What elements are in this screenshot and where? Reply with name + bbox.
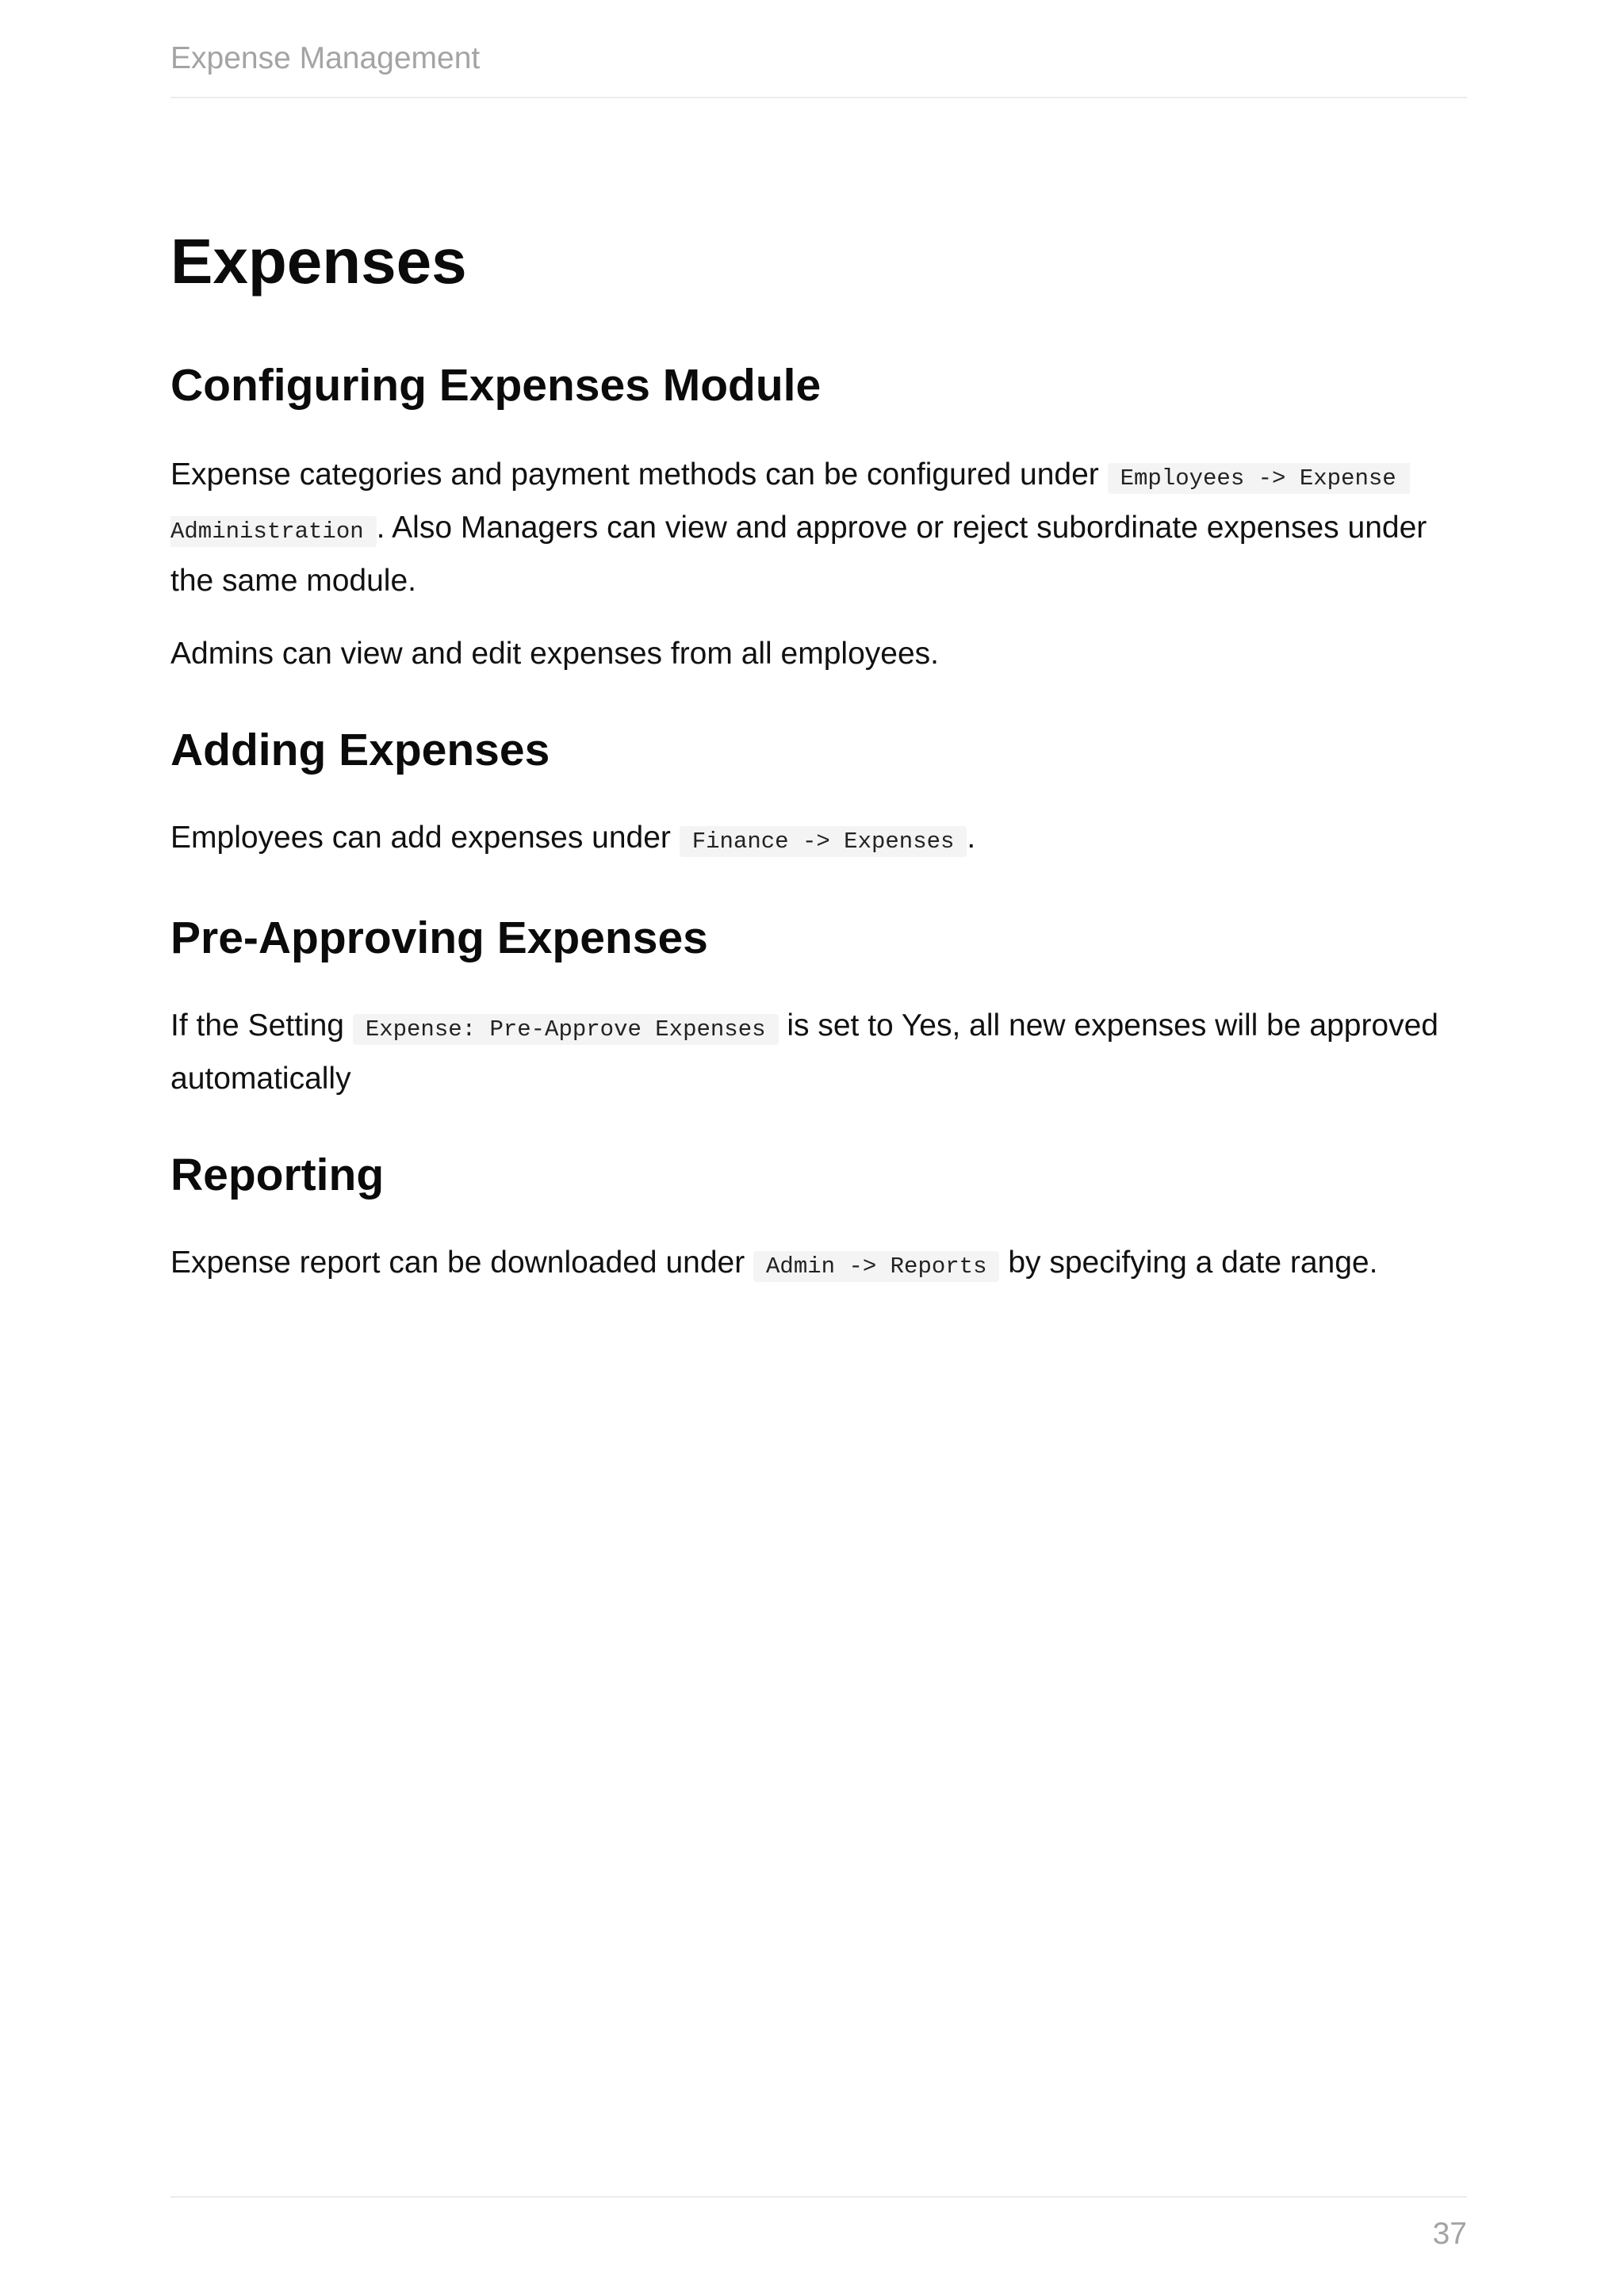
paragraph-pre-approving [170,1001,1467,1104]
text-segment: Employees can add expenses under [170,821,680,855]
paragraph-configuring [170,450,1467,606]
page-number: 37 [1432,2217,1467,2251]
code-path-admin-reports: Admin -> Reports [753,1251,999,1282]
document-content [170,222,1467,1292]
page-title: Expenses [170,226,467,297]
text-segment: . [967,821,976,855]
text-segment: by specifying a date range. [999,1246,1378,1280]
text-segment: Expense report can be downloaded under [170,1246,754,1280]
paragraph-adding [170,813,1467,867]
section-heading-adding: Adding Expenses [170,725,550,775]
section-heading-reporting: Reporting [170,1150,385,1200]
running-header-title: Expense Management [170,41,481,75]
text-segment: Expense categories and payment methods can be configured under [170,457,1108,492]
code-setting-pre-approve: Expense: Pre-Approve Expenses [353,1014,779,1045]
text-segment: . Also Managers can view and approve or reject subordinate expenses under the same module. [170,511,1427,598]
paragraph-admins: Admins can view and edit expenses from all employees. [170,637,939,671]
section-heading-pre-approving: Pre-Approving Expenses [170,913,708,963]
code-path-finance-expenses: Finance -> Expenses [680,826,967,857]
text-segment: is set to Yes, all new expenses will be approved automatically [170,1008,1439,1096]
paragraph-reporting [170,1238,1467,1292]
code-path-expense-administration: Employees -> Expense Administration [170,463,1410,547]
text-segment: If the Setting [170,1008,353,1043]
page-footer [170,2196,1467,2251]
page-header [170,36,1467,98]
section-heading-configuring: Configuring Expenses Module [170,360,822,411]
